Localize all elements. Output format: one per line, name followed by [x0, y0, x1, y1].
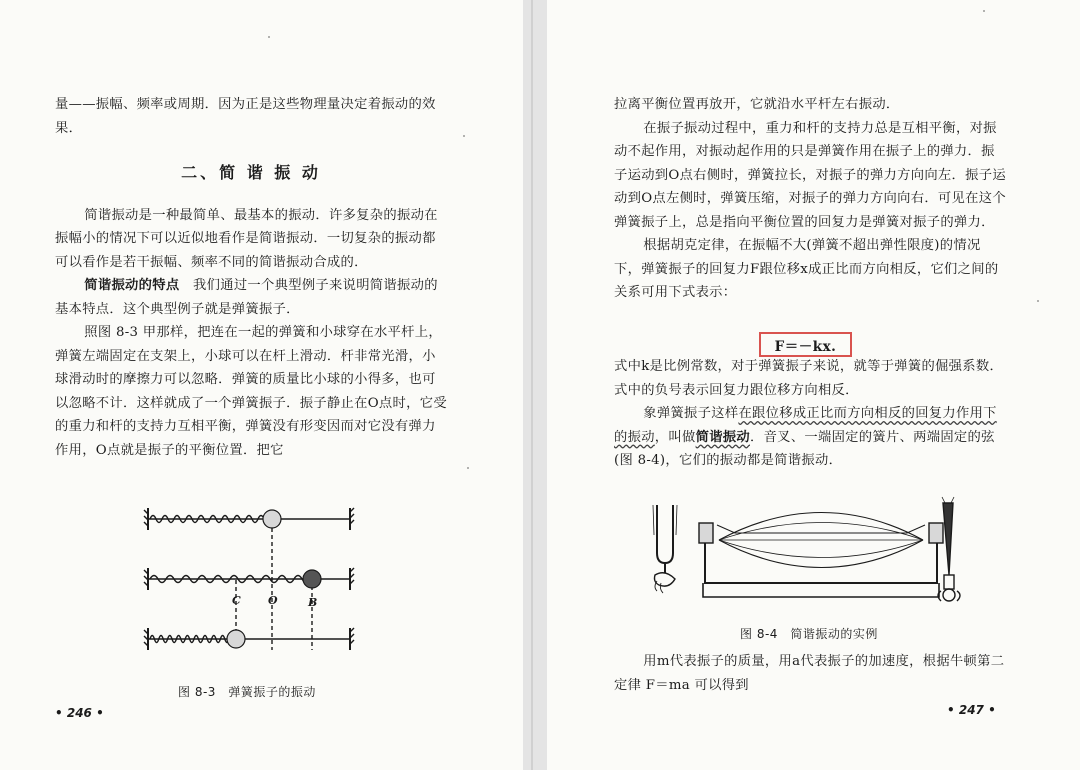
paragraph: 在振子振动过程中，重力和杆的支持力总是互相平衡，对振动不起作用，对振动起作用的只是弹簧作用在振子上的弹力．振子运动到O点右侧时，弹簧拉长，对振子的弹力方向向左．振子运动到O点左侧时，弹簧压缩，对振子的弹力方向向右．可见在这个弹簧振子上，总是指向平衡位置的回复力是弹簧对振子的弹力． — [614, 120, 1006, 230]
paper-speck — [467, 467, 469, 469]
paper-speck — [463, 135, 465, 137]
page-number: • 246 • — [55, 706, 104, 720]
paragraph: 简谐振动是一种最简单、最基本的振动．许多复杂的振动在振幅小的情况下可以近似地看作是简谐振动．一切复杂的振动都可以看作是若干振幅、频率不同的简谐振动合成的． — [55, 207, 438, 270]
paragraph-text: ．音叉、一端固定的簧片、两端固定的弦(图 8-4)，它们的振动都是简谐振动． — [614, 429, 995, 468]
highlighted-formula: F＝－kx. — [759, 332, 852, 357]
section-heading: 二、简 谐 振 动 — [181, 163, 321, 182]
paragraph-text: ，叫做 — [654, 429, 696, 445]
right-page-text — [614, 650, 1007, 697]
paragraph: 量——振幅、频率或周期．因为正是这些物理量决定着振动的效果． — [55, 97, 436, 136]
left-page — [0, 0, 523, 770]
paragraph: 用m代表振子的质量，用a代表振子的加速度，根据牛顿第二定律 F＝ma 可以得到 — [614, 654, 1005, 693]
emphasized-definition: 在跟位移成正比而方向相反的回复力作用下的振动 — [614, 406, 997, 445]
point-label-c: C — [232, 594, 241, 607]
right-page — [547, 0, 1080, 770]
paragraph-text: 我们通过一个典型例子来说明简谐振动的基本特点．这个典型例子就是弹簧振子． — [55, 278, 438, 317]
point-label-o: O — [268, 594, 278, 607]
paragraph: 照图 8-3 甲那样，把连在一起的弹簧和小球穿在水平杆上，弹簧左端固定在支架上，小球可以在杆上滑动．杆非常光滑，小球滑动时的摩擦力可以忽略．弹簧的质量比小球的小得多，也可以忽略不计．这样就成了一个弹簧振子．振子静止在O点时，它受的重力和杆的支持力互相平衡，弹簧没有形变因而对它没有弹力作用，O点就是振子的平衡位置．把它 — [55, 325, 447, 458]
page-number: • 247 • — [947, 703, 996, 717]
paragraph — [55, 274, 447, 321]
paragraph-lead: 简谐振动的特点 — [84, 278, 180, 293]
paragraph: 式中k是比例常数，对于弹簧振子来说，就等于弹簧的倔强系数．式中的负号表示回复力跟位移方向相反． — [614, 359, 1004, 398]
paragraph: 根据胡克定律，在振幅不大(弹簧不超出弹性限度)的情况下，弹簧振子的回复力F跟位移x成正比而方向相反，它们之间的关系可用下式表示： — [614, 238, 999, 300]
paragraph: 拉离平衡位置再放开，它就沿水平杆左右振动． — [614, 97, 900, 112]
figure-caption: 图 8-3 弹簧振子的振动 — [178, 685, 316, 699]
figure-caption: 图 8-4 简谐振动的实例 — [740, 627, 878, 641]
right-page-text — [614, 93, 1007, 305]
spring-oscillator-figure — [140, 500, 370, 665]
paper-speck — [1037, 300, 1039, 302]
vibration-examples-figure — [647, 495, 987, 615]
paragraph — [614, 402, 1007, 473]
paper-speck — [983, 10, 985, 12]
book-gutter — [523, 0, 547, 770]
point-label-b: B — [308, 596, 318, 609]
left-page-text — [55, 93, 447, 462]
paper-speck — [268, 36, 270, 38]
defined-term: 简谐振动 — [695, 429, 750, 445]
right-page-text — [614, 355, 1007, 473]
paragraph-text: 象弹簧振子这样 — [643, 406, 739, 421]
